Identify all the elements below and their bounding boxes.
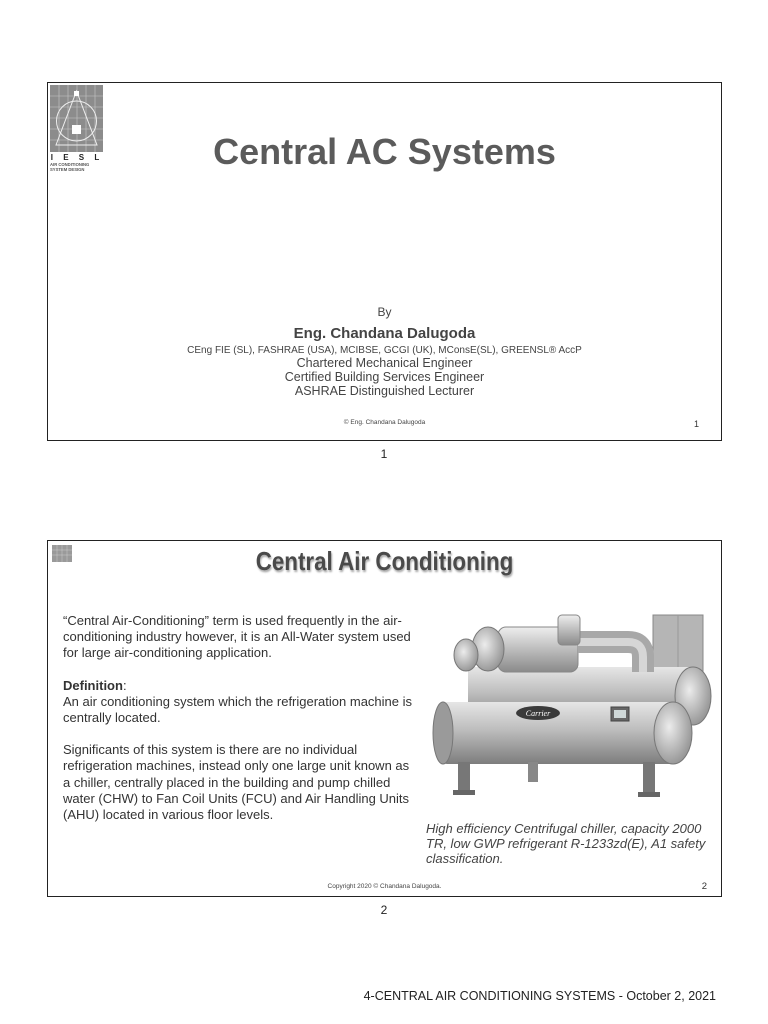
significance-paragraph: Significants of this system is there are no individual refrigeration machines, instead only one large unit known as a chiller, centrally placed in the building and pump chilled water (CHW) to Fan Coil Units (FCU) and Air Handling Units (AHU) located in various floor levels. xyxy=(63,742,410,823)
slide-2-title: Central Air Conditioning xyxy=(255,546,514,576)
by-label: By xyxy=(377,305,392,319)
definition-text: An air conditioning system which the refrigeration machine is centrally located. xyxy=(63,693,413,726)
logo-subtitle-1: AIR CONDITIONING xyxy=(50,162,90,167)
logo-letters: I E S L xyxy=(50,153,104,162)
slide-2-copyright: Copyright 2020 © Chandana Dalugoda. xyxy=(327,883,442,890)
slide-1 xyxy=(47,82,722,441)
definition-label: Definition xyxy=(63,677,123,693)
slide-1-copyright: © Eng. Chandana Dalugoda xyxy=(343,419,426,426)
intro-paragraph: “Central Air-Conditioning” term is used frequently in the air-conditioning industry however, it is an All-Water system used for large air-conditioning application. xyxy=(63,613,411,661)
logo-subtitle-2: SYSTEM DESIGN xyxy=(50,167,85,172)
author-block xyxy=(48,305,721,398)
definition-paragraph xyxy=(63,678,413,727)
slide-2-body xyxy=(63,613,413,839)
chiller-caption: High efficiency Centrifugal chiller, capacity 2000 TR, low GWP refrigerant R-1233zd(E), A1 safety classification. xyxy=(426,821,706,866)
page-number-1: 1 xyxy=(380,447,388,461)
author-credentials: CEng FIE (SL), FASHRAE (USA), MCIBSE, GCGI (UK), MConsE(SL), GREENSL® AccP xyxy=(187,345,582,356)
iesl-logo-small-icon xyxy=(52,545,72,562)
document-footer: 4-CENTRAL AIR CONDITIONING SYSTEMS - October 2, 2021 xyxy=(363,989,716,1003)
page-number-2: 2 xyxy=(380,903,388,917)
chiller-brand: Carrier xyxy=(525,709,551,718)
slide-1-title: Central AC Systems xyxy=(213,131,556,172)
author-role: ASHRAE Distinguished Lecturer xyxy=(294,384,475,398)
slide-2 xyxy=(47,540,722,897)
slide-2-number: 2 xyxy=(701,881,707,892)
slide-1-number: 1 xyxy=(693,419,699,429)
definition-colon: : xyxy=(122,677,127,693)
author-role: Chartered Mechanical Engineer xyxy=(296,356,473,370)
author-role: Certified Building Services Engineer xyxy=(284,370,485,384)
centrifugal-chiller-image xyxy=(428,607,715,805)
author-name: Eng. Chandana Dalugoda xyxy=(293,325,476,342)
